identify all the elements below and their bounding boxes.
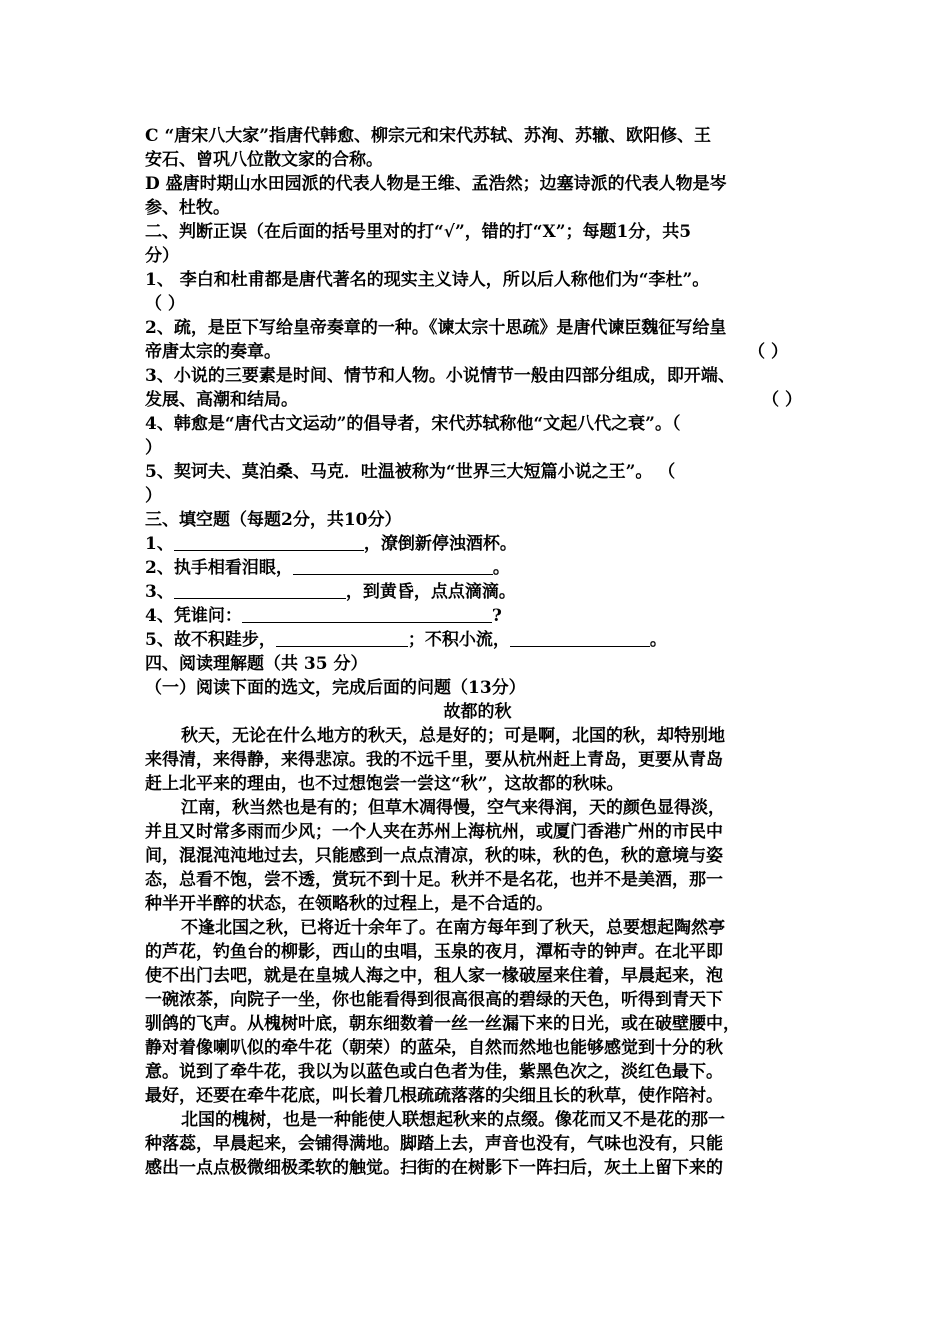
- judge-q1-line-2: （ ）: [145, 294, 185, 314]
- fill-q1-blank[interactable]: [174, 532, 364, 551]
- fill-q3-suffix: ，到黄昏，点点滴滴。: [345, 582, 516, 602]
- fill-q1-prefix: 1、: [145, 534, 174, 554]
- fill-q1-suffix: ，潦倒新停浊酒杯。: [363, 534, 517, 554]
- fill-q3-blank[interactable]: [174, 580, 346, 599]
- judge-q2-line-2: [145, 340, 810, 364]
- passage-line: 秋天，无论在什么地方的秋天，总是好的；可是啊，北国的秋，却特别地: [181, 726, 725, 746]
- fill-q3: [145, 580, 810, 604]
- passage-line: 的芦花，钓鱼台的柳影，西山的虫唱，玉泉的夜月，潭柘寺的钟声。在北平即: [145, 942, 723, 962]
- fill-q4-blank[interactable]: [242, 604, 492, 623]
- judge-q1-line-1: 1、 李白和杜甫都是唐代著名的现实主义诗人，所以后人称他们为“李杜”。: [145, 270, 710, 290]
- fill-q5-middle: ；不积小流，: [407, 630, 510, 650]
- passage-line: 北国的槐树，也是一种能使人联想起秋来的点缀。像花而又不是花的那一: [181, 1110, 725, 1130]
- judge-q3-line-1: 3、小说的三要素是时间、情节和人物。小说情节一般由四部分组成，即开端、: [145, 366, 735, 386]
- passage-line: 使不出门去吧，就是在皇城人海之中，租人家一椽破屋来住着，早晨起来，泡: [145, 966, 723, 986]
- passage-line: 种落蕊，早晨起来，会铺得满地。脚踏上去，声音也没有，气味也没有，只能: [145, 1134, 723, 1154]
- passage-line: 间，混混沌沌地过去，只能感到一点点清凉，秋的味，秋的色，秋的意境与姿: [145, 846, 723, 866]
- judge-q5-line-1: 5、契诃夫、莫泊桑、马克．吐温被称为“世界三大短篇小说之王”。 （: [145, 462, 676, 482]
- fill-q5-blank-1[interactable]: [276, 628, 408, 647]
- passage-line: 江南，秋当然也是有的；但草木凋得慢，空气来得润，天的颜色显得淡，: [181, 798, 725, 818]
- option-c-line-1: C “唐宋八大家”指唐代韩愈、柳宗元和宋代苏轼、苏洵、苏辙、欧阳修、王: [145, 126, 712, 146]
- judge-q3-paren: （ ）: [762, 390, 802, 410]
- fill-q2: [145, 556, 810, 580]
- section2-heading-line-2: 分）: [145, 246, 179, 266]
- option-d-line-1: D 盛唐时期山水田园派的代表人物是王维、孟浩然；边塞诗派的代表人物是岑: [145, 174, 727, 194]
- judge-q3-line-2: [145, 388, 810, 412]
- judge-q2-paren: （ ）: [748, 342, 788, 362]
- section4-heading: 四、阅读理解题（共 35 分）: [145, 654, 368, 674]
- judge-q2-line-1: 2、疏，是臣下写给皇帝奏章的一种。《谏太宗十思疏》是唐代谏臣魏征写给皇: [145, 318, 727, 338]
- fill-q4: [145, 604, 810, 628]
- option-c-line-2: 安石、曾巩八位散文家的合称。: [145, 150, 383, 170]
- passage-line: 赶上北平来的理由，也不过想饱尝一尝这“秋”，这故都的秋味。: [145, 774, 624, 794]
- passage-title: 故都的秋: [443, 702, 512, 722]
- passage-line: 来得清，来得静，来得悲凉。我的不远千里，要从杭州赶上青岛，更要从青岛: [145, 750, 723, 770]
- judge-q5-line-2: ）: [145, 486, 162, 506]
- fill-q4-prefix: 4、凭谁问：: [145, 606, 242, 626]
- section3-heading: 三、填空题（每题2分，共10分）: [145, 510, 402, 530]
- fill-q3-prefix: 3、: [145, 582, 174, 602]
- passage-line: 态，总看不饱，尝不透，赏玩不到十足。秋并不是名花，也并不是美酒，那一: [145, 870, 723, 890]
- passage-line: 并且又时常多雨而少风；一个人夹在苏州上海杭州，或厦门香港广州的市民中: [145, 822, 723, 842]
- passage-line: 种半开半醉的状态，在领略秋的过程上，是不合适的。: [145, 894, 553, 914]
- judge-q4-line-1: 4、韩愈是“唐代古文运动”的倡导者，宋代苏轼称他“文起八代之衰”。（: [145, 414, 681, 434]
- passage-line: 不逢北国之秋，已将近十余年了。在南方每年到了秋天，总要想起陶然亭: [181, 918, 725, 938]
- passage-line: 最好，还要在牵牛花底，叫长着几根疏疏落落的尖细且长的秋草，使作陪衬。: [145, 1086, 723, 1106]
- passage-line: 感出一点点极微细极柔软的触觉。扫街的在树影下一阵扫后，灰土上留下来的: [145, 1158, 723, 1178]
- passage-line: 静对着像喇叭似的牵牛花（朝荣）的蓝朵，自然而然地也能够感觉到十分的秋: [145, 1038, 723, 1058]
- option-d-line-2: 参、杜牧。: [145, 198, 230, 218]
- passage-line: 驯鸽的飞声。从槐树叶底，朝东细数着一丝一丝漏下来的日光，或在破壁腰中，: [145, 1014, 740, 1034]
- fill-q5-suffix: 。: [649, 630, 667, 650]
- fill-q2-suffix: 。: [492, 558, 510, 578]
- fill-q2-blank[interactable]: [293, 556, 493, 575]
- fill-q1: [145, 532, 810, 556]
- section4-sub-heading: （一）阅读下面的选文，完成后面的问题（13分）: [145, 678, 526, 698]
- passage-line: 意。说到了牵牛花，我以为以蓝色或白色者为佳，紫黑色次之，淡红色最下。: [145, 1062, 723, 1082]
- section2-heading-line-1: 二、判断正误（在后面的括号里对的打“√”，错的打“X”；每题1分，共5: [145, 222, 692, 242]
- fill-q4-suffix: ?: [491, 606, 502, 626]
- judge-q2-text: 帝唐太宗的奏章。: [145, 342, 281, 362]
- judge-q3-text: 发展、高潮和结局。: [145, 390, 298, 410]
- fill-q2-prefix: 2、执手相看泪眼，: [145, 558, 293, 578]
- judge-q4-line-2: ）: [145, 438, 162, 458]
- fill-q5-blank-2[interactable]: [510, 628, 650, 647]
- exam-content: [145, 124, 810, 1180]
- fill-q5: [145, 628, 810, 652]
- passage-line: 一碗浓茶，向院子一坐，你也能看得到很高很高的碧绿的天色，听得到青天下: [145, 990, 723, 1010]
- fill-q5-prefix: 5、故不积跬步，: [145, 630, 276, 650]
